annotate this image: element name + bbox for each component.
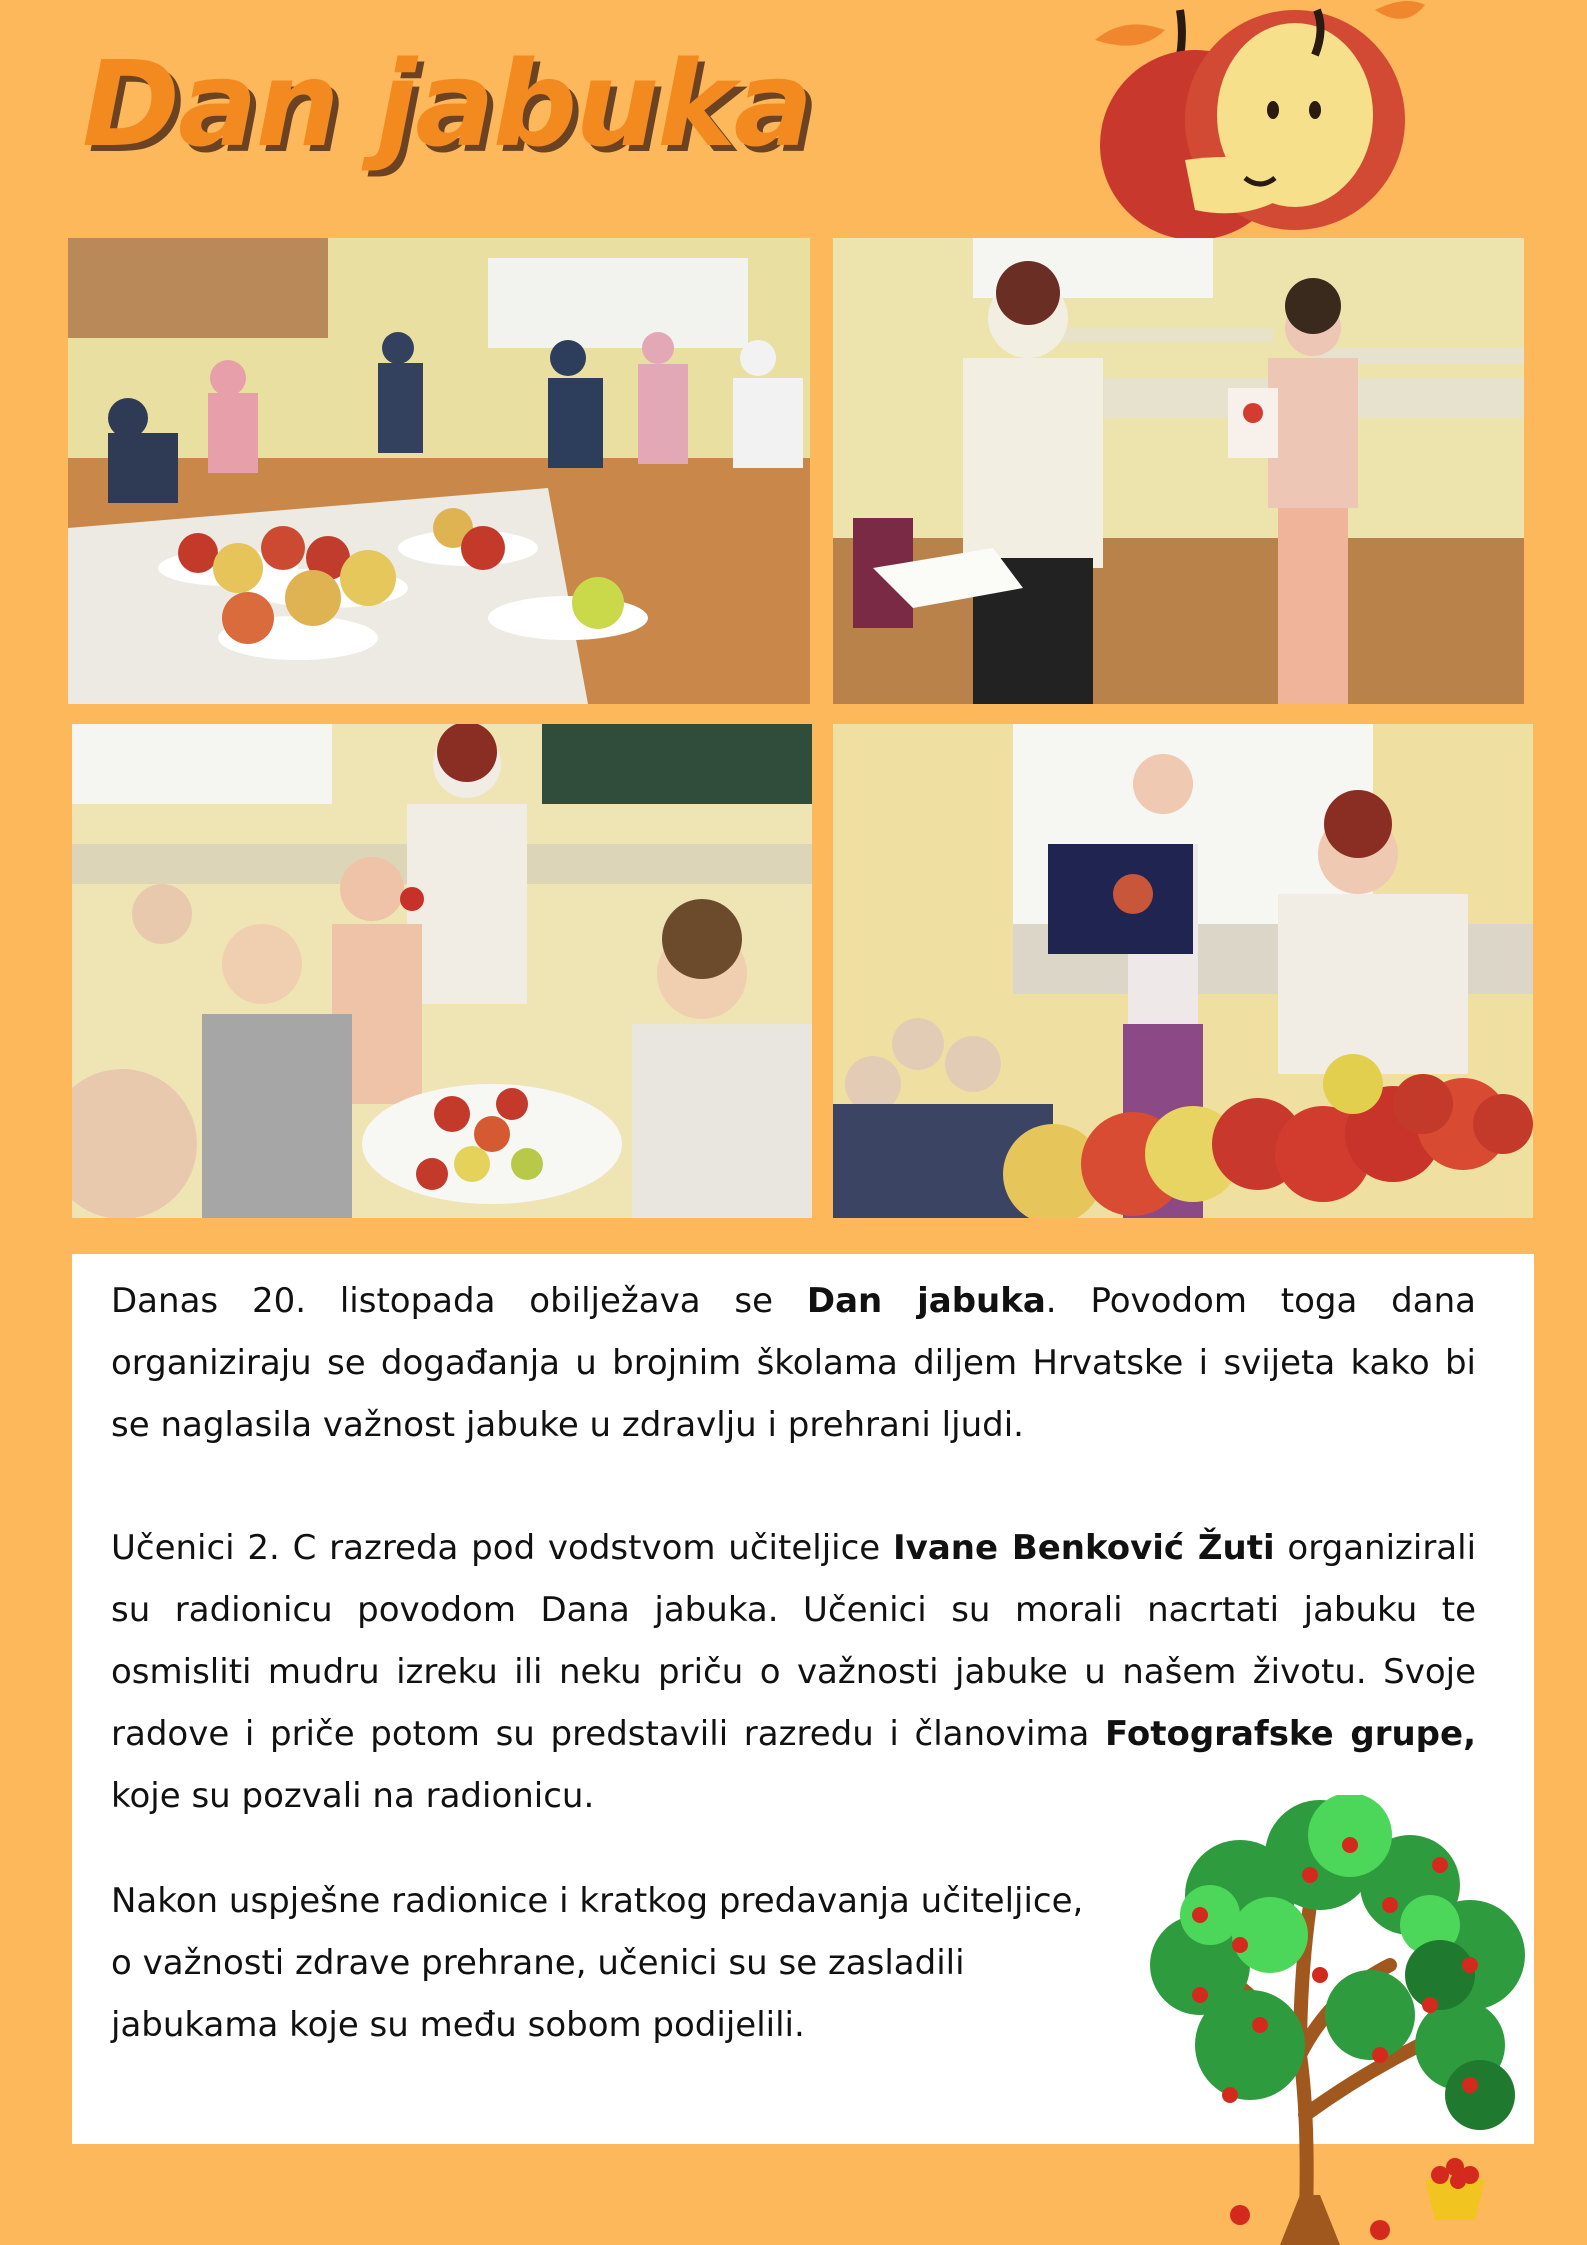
article-paragraph-3: Nakon uspješne radionice i kratkog predavanja učiteljice, o važnosti zdrave prehrane, učenici su se zasladili jabukama koje su među sobom podijelili. <box>111 1881 1084 2045</box>
page-title: Dan jabuka <box>82 35 812 173</box>
apple-illustration <box>1085 0 1425 240</box>
apple-tree-illustration <box>1140 1795 1540 2245</box>
photo-children-holding-apples <box>72 724 812 1218</box>
photo-teacher-and-girl-reading <box>833 238 1524 704</box>
article-paragraph-1: Danas 20. listopada obilježava se Dan jabuka. Povodom toga dana organiziraju se događanja u brojnim školama diljem Hrvatske i svijeta kako bi se naglasila važnost jabuke u zdravlju i prehrani ljudi. <box>111 1281 1476 1445</box>
photo-children-sitting-with-apples <box>68 238 810 704</box>
photo-girl-reading-book-teacher <box>833 724 1533 1218</box>
article-paragraph-2: Učenici 2. C razreda pod vodstvom učiteljice Ivane Benković Žuti organizirali su radionicu povodom Dana jabuka. Učenici su morali nacrtati jabuku te osmisliti mudru izreku ili neku priču o važnosti jabuke u našem životu. Svoje radove i priče potom su predstavili razredu i članovima Fotografske grupe, koje su pozvali na radionicu. <box>111 1528 1477 1816</box>
